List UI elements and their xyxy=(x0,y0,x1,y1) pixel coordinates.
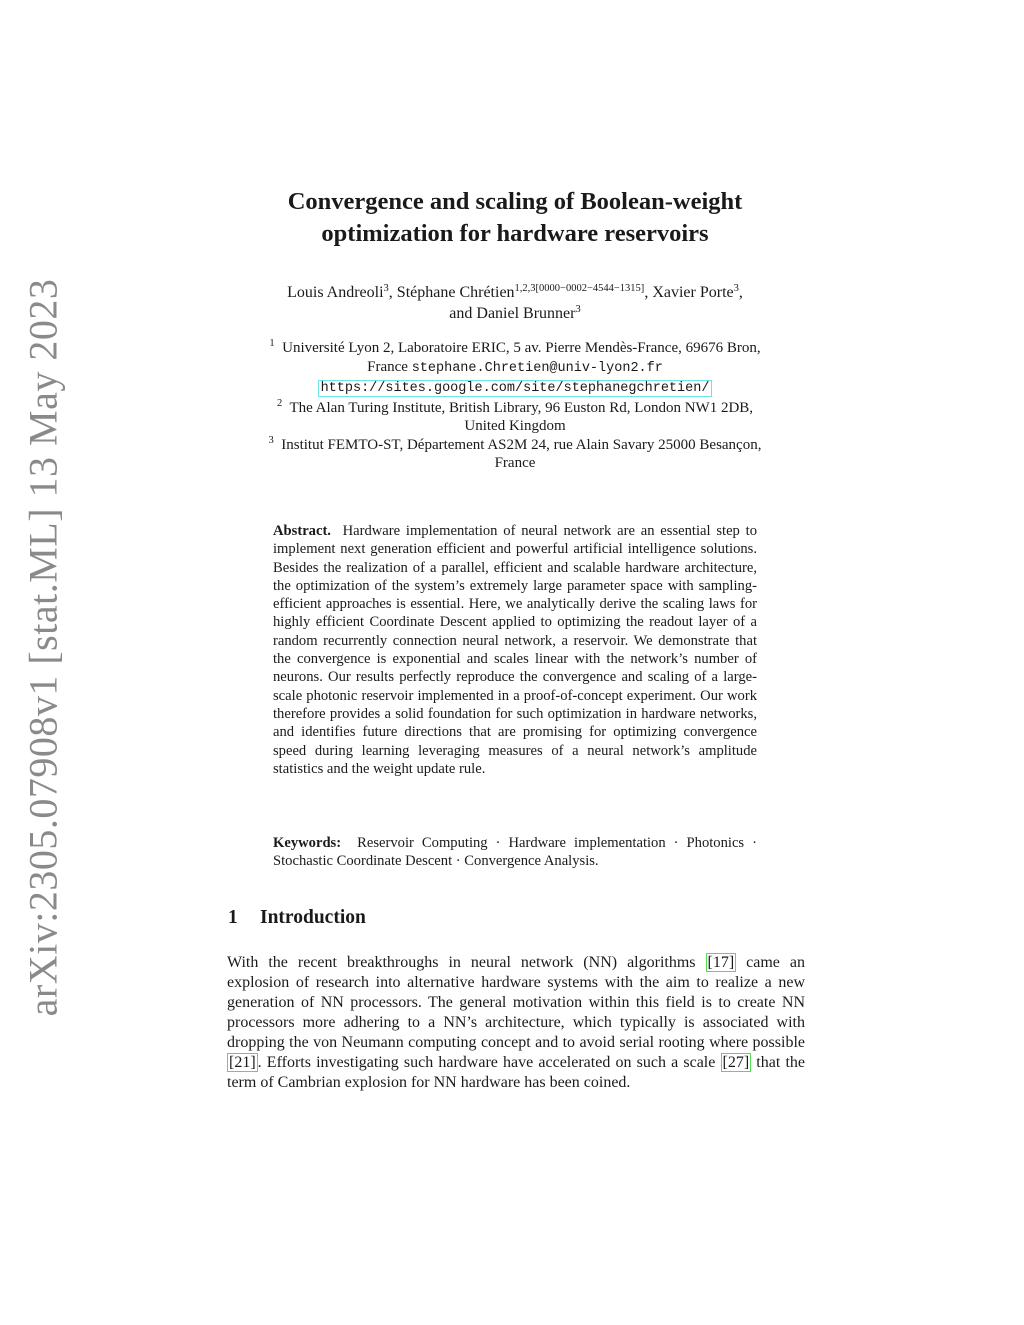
keywords-label: Keywords: xyxy=(273,835,342,851)
citation-link[interactable]: [21] xyxy=(229,1054,256,1071)
affil-text: Institut FEMTO-ST, Département AS2M 24, rue Alain Savary 25000 Besançon, xyxy=(281,436,762,453)
paper-title xyxy=(200,186,830,250)
author-affil-mark: 3 xyxy=(575,304,581,315)
affil-text: The Alan Turing Institute, British Library, 96 Euston Rd, London NW1 2DB, xyxy=(289,399,754,416)
affil-text: Université Lyon 2, Laboratoire ERIC, 5 av. Pierre Mendès-France, 69676 Bron, xyxy=(282,340,761,356)
authors-line-1 xyxy=(200,282,830,303)
author-affil-mark: 3 xyxy=(383,283,389,294)
section-number: 1 xyxy=(228,907,238,928)
affiliation-3 xyxy=(200,436,830,455)
intro-text: . Efforts investigating such hardware have accelerated on such a scale xyxy=(257,1054,721,1071)
citation-link[interactable]: [27] xyxy=(722,1054,750,1071)
authors-line-2 xyxy=(200,303,830,324)
abstract-text: Hardware implementation of neural network are an essential step to implement next generation efficient and powerful artificial intelligence solutions. Besides the realization of a parallel, efficient and scalable hardware architecture, the optimization of the system’s extremely large parameter space with sampling-efficient approaches is essential. Here, we analytically derive the scaling laws for highly efficient Coordinate Descent applied to optimizing the readout layer of a random recurrently connection neural network, a reservoir. We demonstrate that the convergence is exponential and scales linear with the network’s number of neurons. Our results perfectly reproduce the convergence and scaling of a large-scale photonic reservoir implemented in a proof-of-concept experiment. Our work therefore provides a solid foundation for such optimization in hardware networks, and identifies future directions that are promising for optimizing convergence speed during learning leveraging measures of a neural network’s amplitude statistics and the weight update rule. xyxy=(273,523,757,777)
arxiv-id: arXiv:2305.07908v1 [stat.ML] 13 May 2023 xyxy=(20,278,66,1017)
affiliation-url-line xyxy=(200,378,830,399)
homepage-link[interactable]: https://sites.google.com/site/stephanegchretien/ xyxy=(318,380,713,397)
affil-text: France xyxy=(367,358,408,375)
email-address[interactable]: stephane.Chretien@univ-lyon2.fr xyxy=(411,360,663,376)
author-name: Louis Andreoli xyxy=(287,284,384,301)
affil-number: 3 xyxy=(268,434,274,446)
arxiv-watermark xyxy=(8,278,78,1017)
author-list xyxy=(200,282,830,324)
affiliation-2 xyxy=(200,399,830,418)
author-name: , Xavier Porte xyxy=(644,284,734,301)
affil-number: 1 xyxy=(269,338,275,349)
keywords-text: Reservoir Computing · Hardware implementation · Photonics · Stochastic Coordinate Descent · Convergence Analysis. xyxy=(273,835,757,870)
intro-text: came an explosion of research into alternative hardware systems with the aim to realize a new generation of NN processors. The general motivation within this field is to create NN processors more adhering to a NN’s architecture, which typically is associated with dropping the von Neumann computing concept and to avoid serial rooting where possible xyxy=(227,954,805,1051)
citation-link[interactable]: [17] xyxy=(707,954,735,971)
keywords xyxy=(273,834,757,871)
author-affil-mark: 1,2,3[0000−0002−4544−1315] xyxy=(514,283,645,294)
section-heading xyxy=(228,907,366,929)
affiliation-3-cont: France xyxy=(494,455,536,471)
abstract-label: Abstract. xyxy=(273,523,331,539)
affiliation-2-cont: United Kingdom xyxy=(464,418,566,434)
author-name: , Stéphane Chrétien xyxy=(388,284,515,301)
author-separator: , xyxy=(738,284,743,301)
title-line-2: optimization for hardware reservoirs xyxy=(321,220,709,247)
abstract xyxy=(273,522,757,778)
intro-paragraph xyxy=(227,953,805,1093)
author-name: and Daniel Brunner xyxy=(449,305,576,322)
section-title: Introduction xyxy=(260,907,366,928)
author-affil-mark: 3 xyxy=(733,283,739,294)
affiliation-1 xyxy=(200,339,830,358)
affiliations xyxy=(200,339,830,473)
affiliation-1-cont xyxy=(200,358,830,379)
intro-text: With the recent breakthroughs in neural network (NN) algorithms xyxy=(227,954,706,971)
title-line-1: Convergence and scaling of Boolean-weight xyxy=(287,188,743,215)
intro-text: that the term of Cambrian explosion for NN hardware has been coined. xyxy=(227,1054,805,1091)
affil-number: 2 xyxy=(276,397,283,409)
